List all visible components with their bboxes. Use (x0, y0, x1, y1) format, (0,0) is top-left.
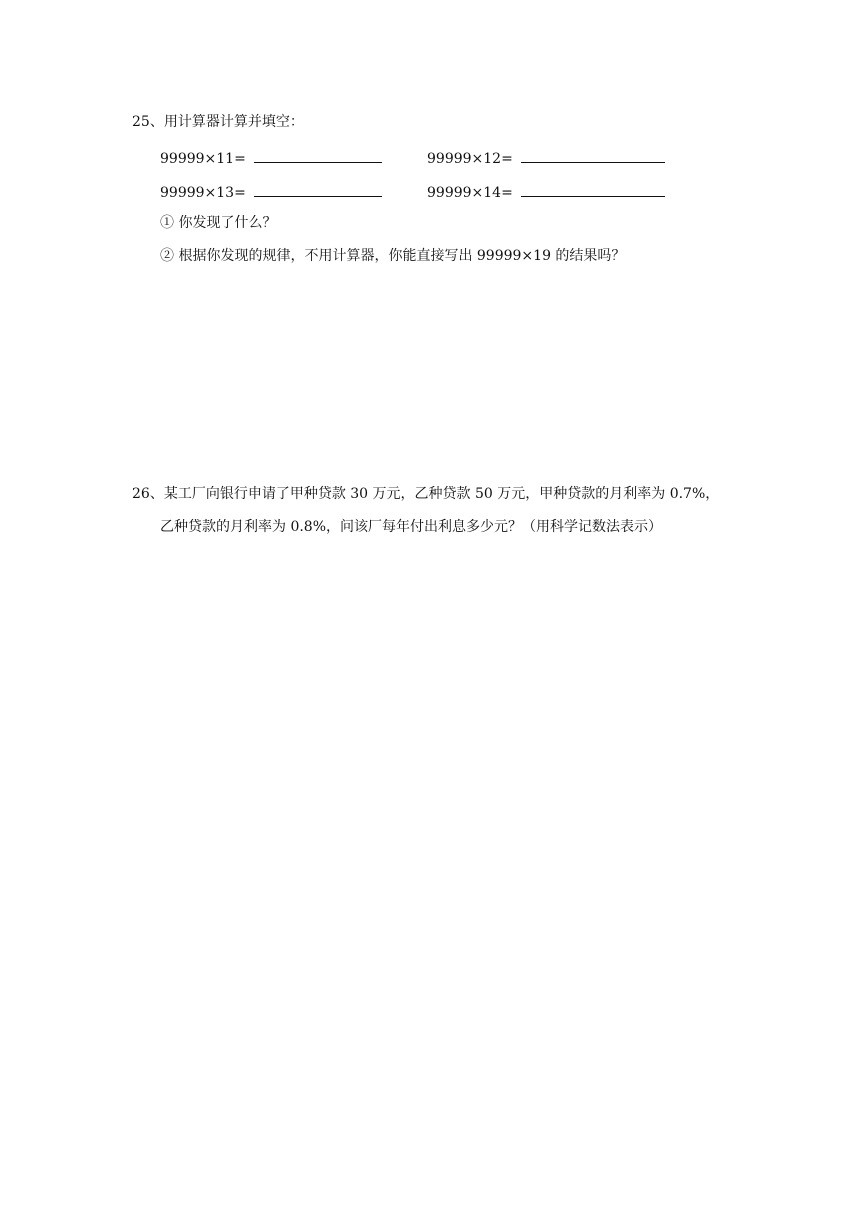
sub-question-2: ② 根据你发现的规律，不用计算器，你能直接写出 99999×19 的结果吗？ (160, 248, 626, 264)
sub-question-1: ① 你发现了什么？ (160, 215, 277, 231)
calc-item-2 (427, 148, 665, 168)
answer-blank[interactable] (254, 148, 382, 163)
question-25-title: 25、用计算器计算并填空： (132, 114, 304, 130)
calc-item-3 (160, 182, 382, 202)
calc-item-4 (427, 182, 665, 202)
calc-expression: 99999×12= (427, 151, 513, 167)
calc-expression: 99999×13= (160, 185, 246, 201)
question-26-line-2: 乙种贷款的月利率为 0.8%，问该厂每年付出利息多少元？（用科学记数法表示） (160, 519, 663, 535)
answer-blank[interactable] (254, 182, 382, 197)
answer-blank[interactable] (521, 182, 665, 197)
calc-item-1 (160, 148, 382, 168)
calc-expression: 99999×14= (427, 185, 513, 201)
answer-blank[interactable] (521, 148, 665, 163)
calc-expression: 99999×11= (160, 151, 246, 167)
question-26-line-1: 26、某工厂向银行申请了甲种贷款 30 万元，乙种贷款 50 万元，甲种贷款的月利率为 0.7%， (132, 486, 720, 502)
